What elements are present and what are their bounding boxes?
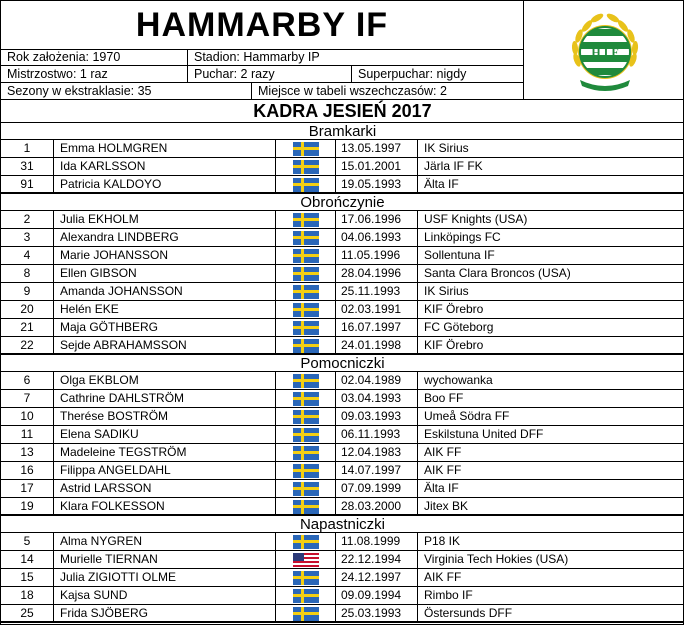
player-nationality	[277, 301, 336, 318]
player-nationality	[277, 283, 336, 300]
player-row	[1, 158, 684, 176]
player-birthdate: 15.01.2001	[336, 158, 418, 175]
player-previous-club: IK Sirius	[424, 141, 469, 155]
club-title: HAMMARBY IF	[1, 1, 523, 50]
player-name: Maja GÖTHBERG	[54, 319, 276, 336]
player-row	[1, 426, 684, 444]
section-header: Pomocniczki	[1, 355, 684, 372]
sweden-flag-icon	[293, 249, 319, 263]
player-row	[1, 337, 684, 355]
sweden-flag-icon	[293, 392, 319, 406]
player-previous-club: Eskilstuna United DFF	[424, 427, 544, 441]
player-nationality	[277, 408, 336, 425]
player-birthdate: 28.04.1996	[336, 265, 418, 282]
player-birthdate: 24.01.1998	[336, 337, 418, 354]
player-birthdate: 28.03.2000	[336, 498, 418, 515]
player-row	[1, 140, 684, 158]
player-name: Emma HOLMGREN	[54, 140, 276, 157]
alltime-rank-info: Miejsce w tabeli wszechczasów: 2	[251, 83, 523, 99]
sweden-flag-icon	[293, 464, 319, 478]
player-previous-club: Älta IF	[424, 177, 459, 191]
player-name: Patricia KALDOYO	[54, 176, 276, 193]
player-previous-club: P18 IK	[424, 534, 461, 548]
player-previous-club: IK Sirius	[424, 284, 469, 298]
player-nationality	[277, 319, 336, 336]
player-row	[1, 319, 684, 337]
player-birthdate: 13.05.1997	[336, 140, 418, 157]
player-previous-club: AIK FF	[424, 445, 462, 459]
squad-title: KADRA JESIEŃ 2017	[1, 99, 684, 123]
player-birthdate: 07.09.1999	[336, 480, 418, 497]
player-number: 25	[1, 605, 54, 622]
sweden-flag-icon	[293, 589, 319, 603]
player-previous-club: Östersunds DFF	[424, 606, 513, 620]
player-name: Olga EKBLOM	[54, 372, 276, 389]
player-previous-club: Boo FF	[424, 391, 464, 405]
player-previous-club: Umeå Södra FF	[424, 409, 510, 423]
seasons-info: Sezony w ekstraklasie: 35	[7, 84, 152, 98]
player-number: 19	[1, 498, 54, 515]
player-row	[1, 444, 684, 462]
sweden-flag-icon	[293, 231, 319, 245]
player-birthdate: 25.11.1993	[336, 283, 418, 300]
player-number: 4	[1, 247, 54, 264]
section-header: Obrończynie	[1, 194, 684, 211]
player-name: Filippa ANGELDAHL	[54, 462, 276, 479]
player-name: Marie JOHANSSON	[54, 247, 276, 264]
player-name: Frida SJÖBERG	[54, 605, 276, 622]
player-birthdate: 03.04.1993	[336, 390, 418, 407]
logo-cell	[523, 1, 685, 99]
player-name: Cathrine DAHLSTRÖM	[54, 390, 276, 407]
player-row	[1, 480, 684, 498]
cup-info: Puchar: 2 razy	[187, 66, 351, 83]
player-birthdate: 02.04.1989	[336, 372, 418, 389]
sweden-flag-icon	[293, 446, 319, 460]
player-number: 31	[1, 158, 54, 175]
section-header: Bramkarki	[1, 123, 684, 140]
player-birthdate: 11.08.1999	[336, 533, 418, 550]
player-number: 8	[1, 265, 54, 282]
player-birthdate: 06.11.1993	[336, 426, 418, 443]
player-row	[1, 551, 684, 569]
player-nationality	[277, 551, 336, 568]
sweden-flag-icon	[293, 160, 319, 174]
player-name: Madeleine TEGSTRÖM	[54, 444, 276, 461]
player-birthdate: 12.04.1983	[336, 444, 418, 461]
player-row	[1, 176, 684, 194]
player-name: Astrid LARSSON	[54, 480, 276, 497]
player-nationality	[277, 247, 336, 264]
player-row	[1, 229, 684, 247]
player-previous-club: Virginia Tech Hokies (USA)	[424, 552, 569, 566]
player-birthdate: 16.07.1997	[336, 319, 418, 336]
sweden-flag-icon	[293, 607, 319, 621]
player-number: 7	[1, 390, 54, 407]
player-nationality	[277, 337, 336, 354]
player-birthdate: 19.05.1993	[336, 176, 418, 193]
sweden-flag-icon	[293, 321, 319, 335]
founded-info: Rok założenia: 1970	[1, 49, 187, 66]
player-birthdate: 25.03.1993	[336, 605, 418, 622]
player-previous-club: Järla IF FK	[424, 159, 483, 173]
player-number: 20	[1, 301, 54, 318]
player-number: 91	[1, 176, 54, 193]
player-row	[1, 301, 684, 319]
usa-flag-icon	[293, 553, 319, 567]
player-row	[1, 211, 684, 229]
player-birthdate: 14.07.1997	[336, 462, 418, 479]
player-previous-club: Älta IF	[424, 481, 459, 495]
player-nationality	[277, 480, 336, 497]
sweden-flag-icon	[293, 500, 319, 514]
sweden-flag-icon	[293, 482, 319, 496]
player-name: Elena SADIKU	[54, 426, 276, 443]
player-previous-club: KIF Örebro	[424, 302, 484, 316]
sweden-flag-icon	[293, 213, 319, 227]
player-nationality	[277, 605, 336, 622]
championships-info: Mistrzostwo: 1 raz	[1, 66, 187, 83]
player-number: 17	[1, 480, 54, 497]
player-name: Ida KARLSSON	[54, 158, 276, 175]
player-name: Therése BOSTRÖM	[54, 408, 276, 425]
player-nationality	[277, 265, 336, 282]
player-previous-club: AIK FF	[424, 570, 462, 584]
player-number: 16	[1, 462, 54, 479]
player-number: 22	[1, 337, 54, 354]
player-name: Julia EKHOLM	[54, 211, 276, 228]
player-name: Julia ZIGIOTTI OLME	[54, 569, 276, 586]
logo-text: H I F	[590, 45, 619, 59]
player-nationality	[277, 140, 336, 157]
sweden-flag-icon	[293, 178, 319, 192]
player-nationality	[277, 176, 336, 193]
player-previous-club: Rimbo IF	[424, 588, 473, 602]
player-name: Alma NYGREN	[54, 533, 276, 550]
sweden-flag-icon	[293, 303, 319, 317]
player-number: 11	[1, 426, 54, 443]
sweden-flag-icon	[293, 410, 319, 424]
sweden-flag-icon	[293, 428, 319, 442]
player-nationality	[277, 158, 336, 175]
player-row	[1, 462, 684, 480]
player-previous-club: FC Göteborg	[424, 320, 494, 334]
player-birthdate: 11.05.1996	[336, 247, 418, 264]
player-nationality	[277, 498, 336, 515]
player-nationality	[277, 390, 336, 407]
player-previous-club: Santa Clara Broncos (USA)	[424, 266, 571, 280]
player-row	[1, 390, 684, 408]
sweden-flag-icon	[293, 142, 319, 156]
player-number: 21	[1, 319, 54, 336]
sweden-flag-icon	[293, 339, 319, 353]
player-name: Kajsa SUND	[54, 587, 276, 604]
player-row	[1, 498, 684, 516]
player-name: Sejde ABRAHAMSSON	[54, 337, 276, 354]
player-row	[1, 408, 684, 426]
player-birthdate: 09.03.1993	[336, 408, 418, 425]
player-number: 14	[1, 551, 54, 568]
player-nationality	[277, 569, 336, 586]
player-nationality	[277, 444, 336, 461]
player-name: Amanda JOHANSSON	[54, 283, 276, 300]
player-number: 2	[1, 211, 54, 228]
player-nationality	[277, 372, 336, 389]
player-birthdate: 24.12.1997	[336, 569, 418, 586]
player-row	[1, 533, 684, 551]
player-previous-club: Sollentuna IF	[424, 248, 495, 262]
stadium-info: Stadion: Hammarby IP	[187, 49, 523, 66]
sweden-flag-icon	[293, 535, 319, 549]
player-nationality	[277, 426, 336, 443]
hammarby-logo-icon	[568, 8, 642, 92]
player-number: 18	[1, 587, 54, 604]
player-number: 13	[1, 444, 54, 461]
player-birthdate: 04.06.1993	[336, 229, 418, 246]
player-row	[1, 265, 684, 283]
player-number: 3	[1, 229, 54, 246]
section-header: Napastniczki	[1, 516, 684, 533]
sweden-flag-icon	[293, 267, 319, 281]
player-number: 5	[1, 533, 54, 550]
player-previous-club: KIF Örebro	[424, 338, 484, 352]
roster	[1, 123, 684, 623]
player-birthdate: 22.12.1994	[336, 551, 418, 568]
player-birthdate: 17.06.1996	[336, 211, 418, 228]
player-row	[1, 587, 684, 605]
player-birthdate: 09.09.1994	[336, 587, 418, 604]
player-name: Murielle TIERNAN	[54, 551, 276, 568]
player-birthdate: 02.03.1991	[336, 301, 418, 318]
player-nationality	[277, 229, 336, 246]
player-name: Ellen GIBSON	[54, 265, 276, 282]
player-row	[1, 247, 684, 265]
player-previous-club: Linköpings FC	[424, 230, 501, 244]
player-nationality	[277, 533, 336, 550]
player-number: 10	[1, 408, 54, 425]
player-previous-club: AIK FF	[424, 463, 462, 477]
player-row	[1, 569, 684, 587]
player-row	[1, 372, 684, 390]
sweden-flag-icon	[293, 571, 319, 585]
player-number: 6	[1, 372, 54, 389]
player-name: Klara FOLKESSON	[54, 498, 276, 515]
player-row	[1, 605, 684, 623]
player-previous-club: wychowanka	[424, 373, 493, 387]
player-nationality	[277, 462, 336, 479]
player-row	[1, 283, 684, 301]
sweden-flag-icon	[293, 374, 319, 388]
player-number: 1	[1, 140, 54, 157]
player-nationality	[277, 211, 336, 228]
sweden-flag-icon	[293, 285, 319, 299]
player-name: Helén EKE	[54, 301, 276, 318]
player-number: 9	[1, 283, 54, 300]
player-previous-club: Jitex BK	[424, 499, 469, 513]
player-nationality	[277, 587, 336, 604]
player-number: 15	[1, 569, 54, 586]
player-name: Alexandra LINDBERG	[54, 229, 276, 246]
player-previous-club: USF Knights (USA)	[424, 212, 528, 226]
supercup-info: Superpuchar: nigdy	[351, 66, 523, 83]
